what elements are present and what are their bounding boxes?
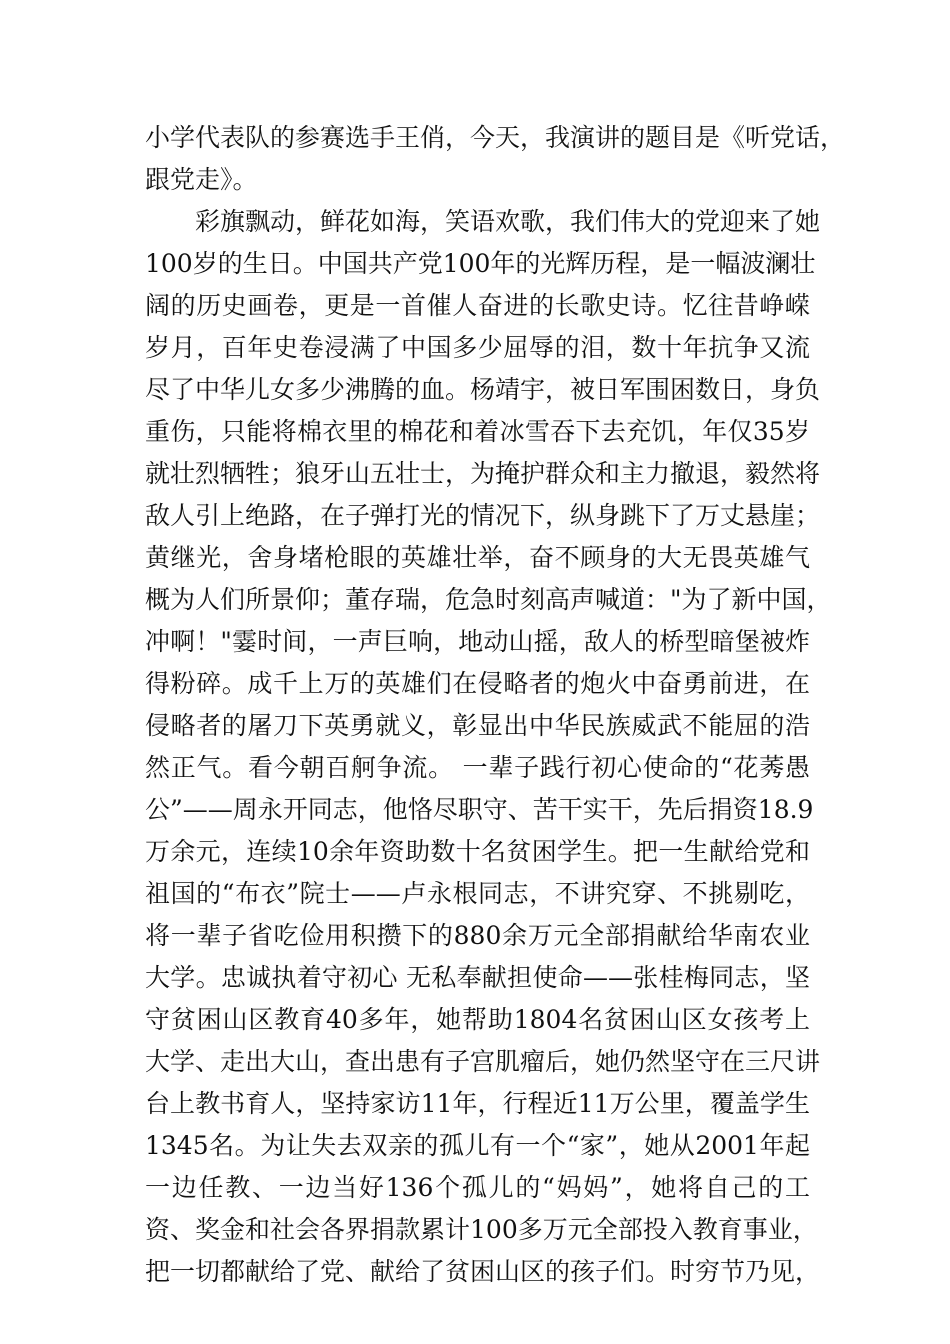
text-line: 大学。忠诚执着守初心 无私奉献担使命——张桂梅同志，坚 — [145, 963, 810, 992]
text-line: 公”——周永开同志，他恪尽职守、苦干实干，先后捐资18.9 — [145, 795, 814, 824]
text-line: 将一辈子省吃俭用积攒下的880余万元全部捐献给华南农业 — [145, 921, 810, 950]
text-line: 敌人引上绝路，在子弹打光的情况下，纵身跳下了万丈悬崖； — [145, 501, 821, 530]
text-line: 台上教书育人，坚持家访11年，行程近11万公里，覆盖学生 — [145, 1089, 810, 1118]
text-line: 一边任教、一边当好136个孤儿的“妈妈”，她将自己的工 — [145, 1173, 810, 1202]
text-line: 1345名。为让失去双亲的孤儿有一个“家”，她从2001年起 — [145, 1131, 810, 1160]
text-line: 阔的历史画卷，更是一首催人奋进的长歌史诗。忆往昔峥嵘 — [145, 291, 810, 320]
text-line: 然正气。看今朝百舸争流。 一辈子践行初心使命的“花莠愚 — [145, 753, 810, 782]
text-line: 尽了中华儿女多少沸腾的血。杨靖宇，被日军围困数日，身负 — [145, 375, 821, 404]
text-line: 大学、走出大山，查出患有子宫肌瘤后，她仍然坚守在三尺讲 — [145, 1047, 821, 1076]
text-line: 彩旗飘动，鲜花如海，笑语欢歌，我们伟大的党迎来了她 — [195, 207, 821, 236]
text-line: 黄继光，舍身堵枪眼的英雄壮举，奋不顾身的大无畏英雄气 — [145, 543, 810, 572]
text-line: 跟党走》。 — [145, 165, 258, 194]
text-line: 祖国的“布衣”院士——卢永根同志，不讲究穿、不挑剔吃， — [145, 879, 810, 908]
text-line: 资、奖金和社会各界捐款累计100多万元全部投入教育事业， — [145, 1215, 818, 1244]
text-line: 把一切都献给了党、献给了贫困山区的孩子们。时穷节乃见， — [145, 1257, 821, 1286]
text-line: 100岁的生日。中国共产党100年的光辉历程，是一幅波澜壮 — [145, 249, 816, 278]
text-line: 概为人们所景仰；董存瑞，危急时刻高声喊道："为了新中国， — [145, 585, 832, 614]
text-line: 得粉碎。成千上万的英雄们在侵略者的炮火中奋勇前进，在 — [145, 669, 810, 698]
body-text — [145, 117, 846, 1293]
text-line: 侵略者的屠刀下英勇就义，彰显出中华民族威武不能屈的浩 — [145, 711, 810, 740]
text-line: 岁月，百年史卷浸满了中国多少屈辱的泪，数十年抗争又流 — [145, 333, 810, 362]
text-line: 重伤，只能将棉衣里的棉花和着冰雪吞下去充饥，年仅35岁 — [145, 417, 810, 446]
text-line: 守贫困山区教育40多年，她帮助1804名贫困山区女孩考上 — [145, 1005, 810, 1034]
text-line: 万余元，连续10余年资助数十名贫困学生。把一生献给党和 — [145, 837, 810, 866]
text-line: 冲啊！"霎时间，一声巨响，地动山摇，敌人的桥型暗堡被炸 — [145, 627, 810, 656]
text-line: 就壮烈牺牲；狼牙山五壮士，为掩护群众和主力撤退，毅然将 — [145, 459, 821, 488]
text-line: 小学代表队的参赛选手王俏，今天，我演讲的题目是《听党话， — [145, 123, 846, 152]
